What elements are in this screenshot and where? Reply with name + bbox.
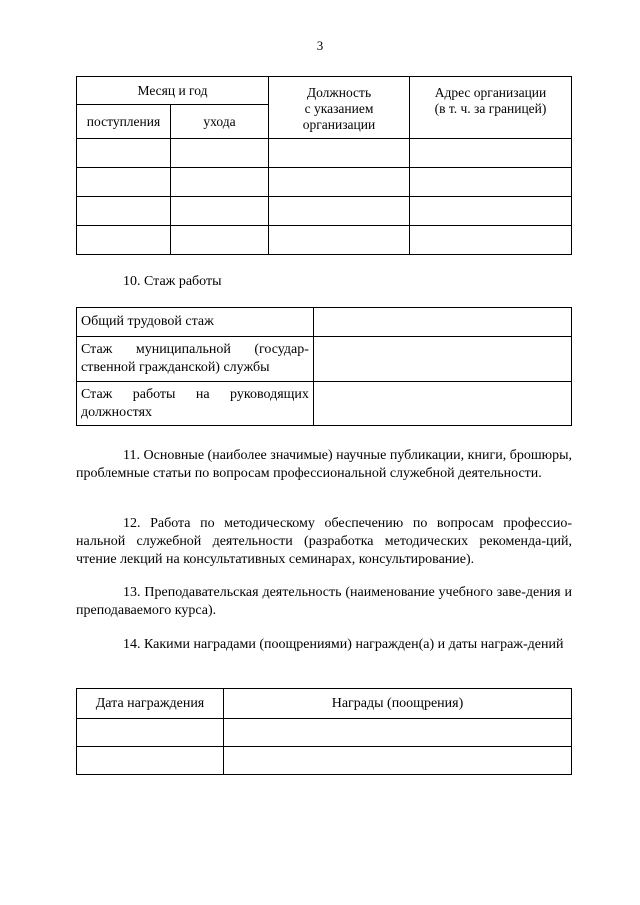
month-year-header: Месяц и год [77, 77, 269, 105]
table-cell[interactable] [269, 226, 410, 255]
table-cell[interactable] [410, 226, 572, 255]
table-cell[interactable] [224, 719, 572, 747]
award-date-header: Дата награждения [77, 689, 224, 719]
section-10-heading [76, 273, 572, 291]
table-cell[interactable] [77, 226, 171, 255]
table-row [77, 139, 572, 168]
table-cell[interactable] [171, 139, 269, 168]
experience-table [76, 307, 572, 426]
table-row [77, 226, 572, 255]
departure-header: ухода [171, 105, 269, 139]
experience-label: Общий трудовой стаж [77, 308, 314, 337]
table-row [77, 747, 572, 775]
section-10-title: 10. Стаж работы [123, 274, 222, 289]
section-14-paragraph [76, 636, 572, 654]
table-cell[interactable] [77, 747, 224, 775]
table-cell[interactable] [269, 139, 410, 168]
table-cell[interactable] [171, 226, 269, 255]
section-13-text: 13. Преподавательская деятельность (наименование учебного заве-дения и преподаваемого курса). [76, 585, 572, 618]
section-14-text: 14. Какими наградами (поощрениями) награжден(а) и даты награж-дений [123, 637, 564, 652]
table-cell[interactable] [171, 197, 269, 226]
experience-label: Стаж муниципальной (государ-ственной гражданской) службы [77, 337, 314, 382]
section-12-text: 12. Работа по методическому обеспечению по вопросам профессио-нальной служебной деятельности (разработка методических рекоменда-ций, чтение лекций на консультативных семинарах, консультирование). [76, 516, 572, 567]
table-cell[interactable] [171, 168, 269, 197]
awards-table [76, 688, 572, 775]
table-cell[interactable] [77, 139, 171, 168]
table-cell[interactable] [269, 168, 410, 197]
table-cell[interactable] [410, 139, 572, 168]
position-header: Должность с указанием организации [269, 77, 410, 139]
table-cell[interactable] [269, 197, 410, 226]
page-number: 3 [316, 38, 324, 53]
table-cell[interactable] [410, 197, 572, 226]
table-row [77, 168, 572, 197]
table-row [77, 337, 572, 382]
section-11-text: 11. Основные (наиболее значимые) научные публикации, книги, брошюры, проблемные статьи по вопросам профессиональной служебной деятельности. [76, 448, 572, 481]
experience-value[interactable] [313, 308, 571, 337]
table-cell[interactable] [410, 168, 572, 197]
table-cell[interactable] [77, 168, 171, 197]
section-12-paragraph [76, 515, 572, 569]
table-row [77, 382, 572, 426]
table-row [77, 308, 572, 337]
table-cell[interactable] [77, 197, 171, 226]
address-header: Адрес организации (в т. ч. за границей) [410, 77, 572, 139]
experience-value[interactable] [313, 382, 571, 426]
section-11-paragraph [76, 447, 572, 483]
table-row [77, 197, 572, 226]
awards-header: Награды (поощрения) [224, 689, 572, 719]
work-history-table [76, 76, 572, 255]
experience-value[interactable] [313, 337, 571, 382]
table-cell[interactable] [224, 747, 572, 775]
table-row [77, 719, 572, 747]
admission-header: поступления [77, 105, 171, 139]
section-13-paragraph [76, 584, 572, 620]
experience-label: Стаж работы на руководящих должностях [77, 382, 314, 426]
table-cell[interactable] [77, 719, 224, 747]
